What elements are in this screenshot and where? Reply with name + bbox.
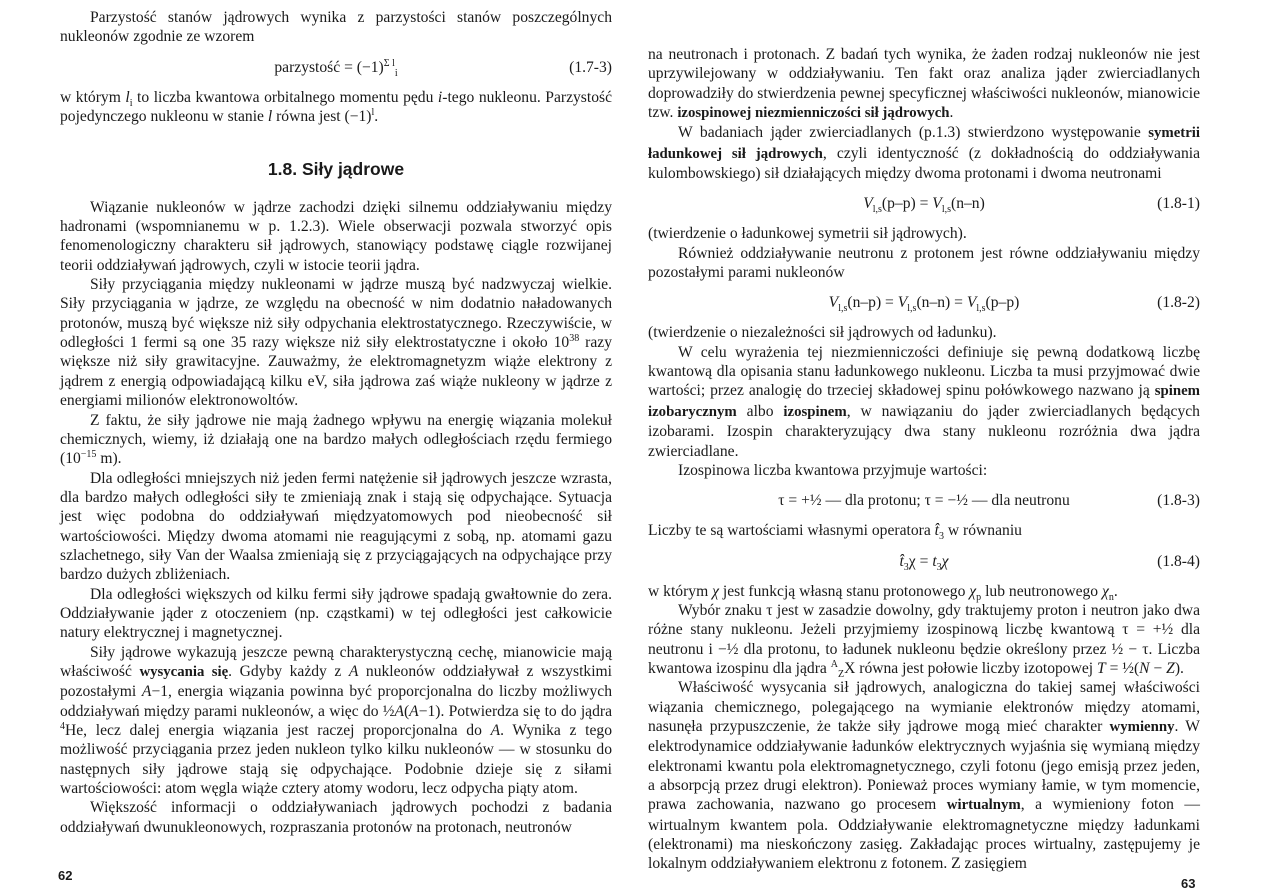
- text-run: w równaniu: [944, 522, 1022, 540]
- text-run: Parzystość stanów jądrowych wynika z parzystości stanów poszczególnych nukleonów zgodnie ze wzorem: [60, 9, 612, 46]
- bold-term: symetrii ładunkowej sił jądrowych: [648, 125, 1200, 162]
- subscript: 3: [936, 561, 942, 573]
- text-body: [60, 586, 612, 642]
- text-run: parzystość = (−1): [274, 58, 384, 76]
- italic-symbol: i: [437, 88, 443, 106]
- text-run: , czyli identyczność (z dokładnością do oddziaływania kulombowskiego) sił działających między dwoma protonami i dwoma neutronami: [648, 144, 1200, 183]
- bold-term: wysycania się: [139, 663, 229, 680]
- italic-symbol: l: [125, 88, 130, 106]
- text-body: [648, 324, 997, 341]
- text-run: Z faktu, że siły jądrowe nie mają żadnego wpływu na energię wiązania molekuł chemicznych, wiemy, iż działają one na bardzo małych odległościach rzędu fermiego (10: [60, 411, 612, 468]
- text-run: lub neutronowego: [981, 582, 1103, 600]
- italic-symbol: A: [141, 683, 152, 701]
- text-run: (p–p): [985, 294, 1020, 312]
- italic-symbol: V: [932, 195, 942, 213]
- paragraph: [60, 798, 612, 837]
- text-run: Siły przyciągania między nukleonami w jądrze muszą być nadzwyczaj wielkie. Siły przyciągania w jądrze, ze względu na obecność w nim dodatnio naładowanych protonów, muszą być większe niż siły odpychania elektrostatycznego. Rzeczywiście, w odległości 1 fermi są one 35 razy większe niż siły elektrostatyczne i około 10: [60, 276, 612, 352]
- text-run: na neutronach i protonach. Z badań tych wynika, że żaden rodzaj nukleonów nie jest uprzywilejowany w oddziaływaniu. Ten fakt oraz analiza jąder zwierciadlanych doprowadziły do stwierdzenia pewnej specyficznej właściwości nukleonów, mianowicie tzw.: [648, 46, 1200, 122]
- subscript: Z: [837, 669, 845, 681]
- italic-symbol: A: [394, 702, 404, 720]
- equation: [648, 193, 1200, 215]
- equation: [648, 551, 1200, 573]
- text-body: [648, 46, 1200, 121]
- italic-symbol: N: [1139, 659, 1150, 677]
- subscript: 3: [939, 531, 944, 543]
- subscript: i: [129, 97, 133, 109]
- text-run: jest funkcją własną stanu protonowego: [718, 582, 970, 600]
- text-run: . Gdyby każdy z: [228, 662, 349, 680]
- text-run: 1.8. Siły jądrowe: [267, 159, 405, 180]
- bold-term: wirtualnym: [946, 797, 1021, 814]
- italic-symbol: T: [1097, 659, 1106, 677]
- italic-symbol: A: [348, 662, 359, 680]
- text-run: (n–p) =: [847, 294, 898, 312]
- left-page: [60, 8, 612, 837]
- text-run: (twierdzenie o ładunkowej symetrii sił jądrowych).: [648, 225, 967, 243]
- superscript: 38: [569, 332, 580, 344]
- text-run: χ =: [908, 552, 933, 570]
- paragraph: [60, 198, 612, 275]
- text-body: [648, 522, 1022, 543]
- text-run: Dla odległości mniejszych niż jeden fermi natężenie sił jądrowych jeszcze wzrasta, dla bardzo małych odległości siły te zmieniają znak i stają się odpychające. Sytuacja jest więc podobna do oddziaływań międzyatomowych pod nieobecność sił wartościowości. Między dwoma atomami nie reagującymi z sobą, np. atomami gazu szlachetnego, siły Van der Waalsa zmieniają się z przyciągających na odpychające przy bardzo dużych zbliżeniach.: [60, 469, 612, 584]
- paragraph: [648, 582, 1200, 601]
- superscript: A: [830, 658, 838, 670]
- text-run: m).: [96, 450, 122, 468]
- subscript: i: [394, 67, 398, 79]
- paragraph: [648, 224, 1200, 243]
- equation: [60, 57, 612, 79]
- bold-term: spinem izobarycznym: [648, 383, 1200, 420]
- subscript: 3: [903, 561, 909, 573]
- text-run: (twierdzenie o niezależności sił jądrowych od ładunku).: [648, 324, 997, 342]
- italic-symbol: Z: [1166, 659, 1175, 677]
- text-run: −1). Potwierdza się to do jądra: [418, 702, 612, 720]
- paragraph: [60, 275, 612, 410]
- text-body: [648, 601, 1200, 681]
- text-run: W celu wyrażenia tej niezmienniczości definiuje się pewną dodatkową liczbę kwantową dla opisania stanu ładunkowego nukleonu. Liczba ta musi przyjmować dwie wartości; przez analogię do trzeciej składowej spinu połówkowego nazwano ją: [648, 343, 1200, 400]
- superscript: 4: [60, 720, 65, 732]
- text-run: −1, energia wiązania powinna być proporcjonalna do liczby możliwych oddziaływań między parami nukleonów, a więc do ½: [60, 683, 613, 720]
- bold-term: wymienny: [1109, 718, 1175, 735]
- equation-number: (1.8-3): [1157, 492, 1200, 510]
- italic-symbol: V: [828, 294, 839, 312]
- italic-symbol: χ: [941, 552, 949, 570]
- text-body: [60, 470, 612, 584]
- italic-symbol: χ: [969, 582, 977, 600]
- subscript: p: [976, 591, 982, 603]
- text-body: [60, 89, 612, 125]
- text-body: [60, 276, 612, 409]
- text-run: , a wymieniony foton — wirtualnym kwantem pola. Oddziaływanie elektromagnetyczne między ładunkami (elektronami) ma nieskończony zasięg. Zakładając proces wirtualny, zastępujemy je lokalnym oddziaływaniem elektronu z fotonem. Z zasięgiem: [648, 796, 1200, 873]
- page-number-left: 62: [58, 868, 73, 883]
- text-run: razy większe niż siły grawitacyjne. Zauważmy, że elektromagnetyzm wiąże elektrony z jądrem z energią odpowiadającą kilku eV, siła jądrowa zaś wiąże nukleony w jądrze z energiami milionów elektronowoltów.: [60, 334, 612, 410]
- text-run: .: [1113, 582, 1118, 600]
- text-run: . W elektrodynamice oddziaływanie ładunków elektrycznych wyjaśnia się wymianą między elektronami kwantu pola elektromagnetycznego, czyli fotonu (jego emisją przez jeden, a absorpcją przez drugi elektron). Ponieważ proces wymiany łamie, w tym momencie, prawa zachowania, nazwano go procesem: [648, 717, 1200, 814]
- paragraph: [648, 461, 1200, 480]
- equation-body: [778, 492, 1070, 509]
- text-run: .: [949, 104, 954, 122]
- equation-number: (1.8-1): [1157, 195, 1200, 213]
- text-run: τ = +½ — dla protonu; τ = −½ — dla neutronu: [778, 492, 1070, 510]
- equation-number: (1.7-3): [569, 58, 612, 76]
- equation-body: [863, 195, 985, 216]
- text-run: (p–p) =: [881, 195, 933, 213]
- superscript: −15: [80, 449, 97, 460]
- text-run: Wiązanie nukleonów w jądrze zachodzi dzięki silnemu oddziaływaniu między hadronami (wspomnianemu w p. 1.2.3). Wiele obserwacji pozwala stworzyć opis fenomenologiczny charakteru sił jądrowych, stanowiący podstawę ciągle rozwijanej teorii oddziaływań jądrowych, czyli w istocie teorii jądra.: [60, 198, 612, 274]
- subscript: l,s: [976, 303, 986, 315]
- text-run: albo: [736, 402, 784, 420]
- page-number-right: 63: [1181, 876, 1196, 891]
- text-run: Również oddziaływanie neutronu z protonem jest równe oddziaływaniu między pozostałymi parami nukleonów: [648, 244, 1200, 282]
- text-body: [648, 245, 1200, 281]
- text-run: Właściwość wysycania sił jądrowych, analogiczna do takiej samej właściwości wiązania chemicznego, polegającego na wymianie elektronów między atomami, nasunęła przypuszczenie, że także siły jądrowe mogą mieć charakter: [648, 679, 1200, 735]
- equation-body: [274, 57, 398, 79]
- paragraph: [60, 88, 612, 127]
- text-body: [648, 582, 1118, 603]
- equation-number: (1.8-4): [1157, 552, 1200, 570]
- text-run: ).: [1174, 659, 1184, 677]
- text-run: .: [374, 108, 379, 126]
- bold-term: izospinowej niezmienniczości sił jądrowych: [677, 105, 950, 122]
- italic-symbol: A: [409, 702, 419, 720]
- text-body: [268, 159, 404, 179]
- italic-symbol: t̂: [934, 522, 939, 540]
- italic-symbol: χ: [1102, 582, 1109, 600]
- text-run: równa jest (−1): [272, 108, 372, 126]
- paragraph: [648, 601, 1200, 681]
- italic-symbol: t: [932, 552, 937, 570]
- text-run: Siły jądrowe wykazują jeszcze pewną charakterystyczną cechę, mianowicie mają właściwość: [60, 643, 612, 680]
- text-run: (: [403, 702, 410, 720]
- text-body: [678, 462, 987, 479]
- text-run: Dla odległości większych od kilku fermi siły jądrowe spadają gwałtownie do zera. Oddziaływanie jąder z otoczeniem (np. cząstkami) w tej odległości jest całkowicie natury elektrycznej i magnetycznej.: [60, 585, 612, 642]
- text-run: , w nawiązaniu do jąder zwierciadlanych będących izobarami. Izospin charakteryzujący dwa stany nukleonu rozróżnia dwa jądra zwierciadlane.: [648, 402, 1200, 460]
- italic-symbol: t̂: [899, 552, 904, 570]
- subscript: l,s: [907, 303, 917, 315]
- text-run: = ½(: [1105, 659, 1140, 677]
- text-run: Liczby te są wartościami własnymi operatora: [648, 522, 935, 540]
- superscript: Σ l: [383, 57, 395, 69]
- paragraph: [60, 643, 612, 799]
- equation-number: (1.8-2): [1157, 294, 1200, 312]
- equation: [648, 490, 1200, 512]
- text-run: Większość informacji o oddziaływaniach jądrowych pochodzi z badania oddziaływań dwunukleonowych, rozpraszania protonów na protonach, neutronów: [60, 799, 612, 836]
- right-page: [648, 45, 1200, 874]
- paragraph: [648, 244, 1200, 283]
- text-run: X równa jest połowie liczby izotopowej: [844, 659, 1097, 677]
- text-run: to liczba kwantowa orbitalnego momentu pędu: [132, 88, 438, 106]
- paragraph: [648, 323, 1200, 342]
- italic-symbol: V: [966, 294, 977, 312]
- equation: [648, 292, 1200, 314]
- text-run: Izospinowa liczba kwantowa przyjmuje wartości:: [678, 461, 988, 479]
- text-run: W badaniach jąder zwierciadlanych (p.1.3) stwierdzono występowanie: [678, 124, 1149, 142]
- text-body: [60, 199, 612, 274]
- paragraph: [60, 411, 612, 469]
- section-heading: [60, 160, 612, 179]
- subscript: l,s: [838, 303, 848, 315]
- text-body: [648, 679, 1200, 872]
- text-body: [648, 124, 1200, 182]
- text-run: (n–n): [951, 195, 985, 213]
- paragraph: [60, 585, 612, 643]
- text-run: nukleonów oddziaływał z wszystkimi pozostałymi: [60, 662, 612, 701]
- subscript: l,s: [872, 204, 882, 216]
- superscript: l: [371, 106, 375, 118]
- equation-body: [899, 552, 949, 573]
- text-run: (n–n) =: [916, 294, 967, 312]
- equation-body: [828, 294, 1020, 315]
- paragraph: [648, 45, 1200, 123]
- text-run: He, lecz dalej energia wiązania jest raczej proporcjonalna do: [65, 722, 491, 739]
- bold-term: izospinem: [783, 403, 847, 420]
- text-body: [648, 225, 967, 242]
- paragraph: [648, 343, 1200, 461]
- italic-symbol: V: [897, 294, 908, 312]
- text-run: w którym: [60, 88, 126, 106]
- subscript: l,s: [941, 204, 951, 216]
- italic-symbol: A: [490, 722, 501, 739]
- text-run: Wybór znaku τ jest w zasadzie dowolny, gdy traktujemy proton i neutron jako dwa różne stany nukleonu. Jeżeli przyjmiemy izospinową liczbę kwantową τ = +½ dla neutronu i −½ dla protonu, to ładunek nukleonu będzie określony przez ½ − τ. Liczba kwantowa izospinu dla jądra: [648, 601, 1200, 677]
- text-run: . Wynika z tego możliwość przyciągania przez jeden nukleon tylko kilku nukleonów — w stosunku do następnych siły jądrowe stają się odpychające. Podobnie dzieje się z siłami wartościowości: atom węgla wiąże cztery atomy wodoru, lecz odpycha piąty atom.: [60, 722, 612, 798]
- italic-symbol: l: [267, 108, 273, 126]
- paragraph: [648, 678, 1200, 873]
- text-body: [60, 9, 612, 45]
- italic-symbol: V: [863, 195, 873, 213]
- paragraph: [648, 123, 1200, 183]
- text-run: −: [1149, 659, 1167, 677]
- italic-symbol: χ: [712, 582, 719, 600]
- text-body: [60, 412, 612, 468]
- text-body: [60, 799, 612, 835]
- text-body: [60, 644, 612, 797]
- text-run: -tego nukleonu. Parzystość pojedynczego nukleonu w stanie: [60, 88, 612, 126]
- subscript: n: [1108, 591, 1114, 603]
- text-body: [648, 344, 1200, 460]
- text-run: w którym: [648, 582, 713, 600]
- paragraph: [648, 521, 1200, 543]
- paragraph: [60, 469, 612, 585]
- paragraph: [60, 8, 612, 47]
